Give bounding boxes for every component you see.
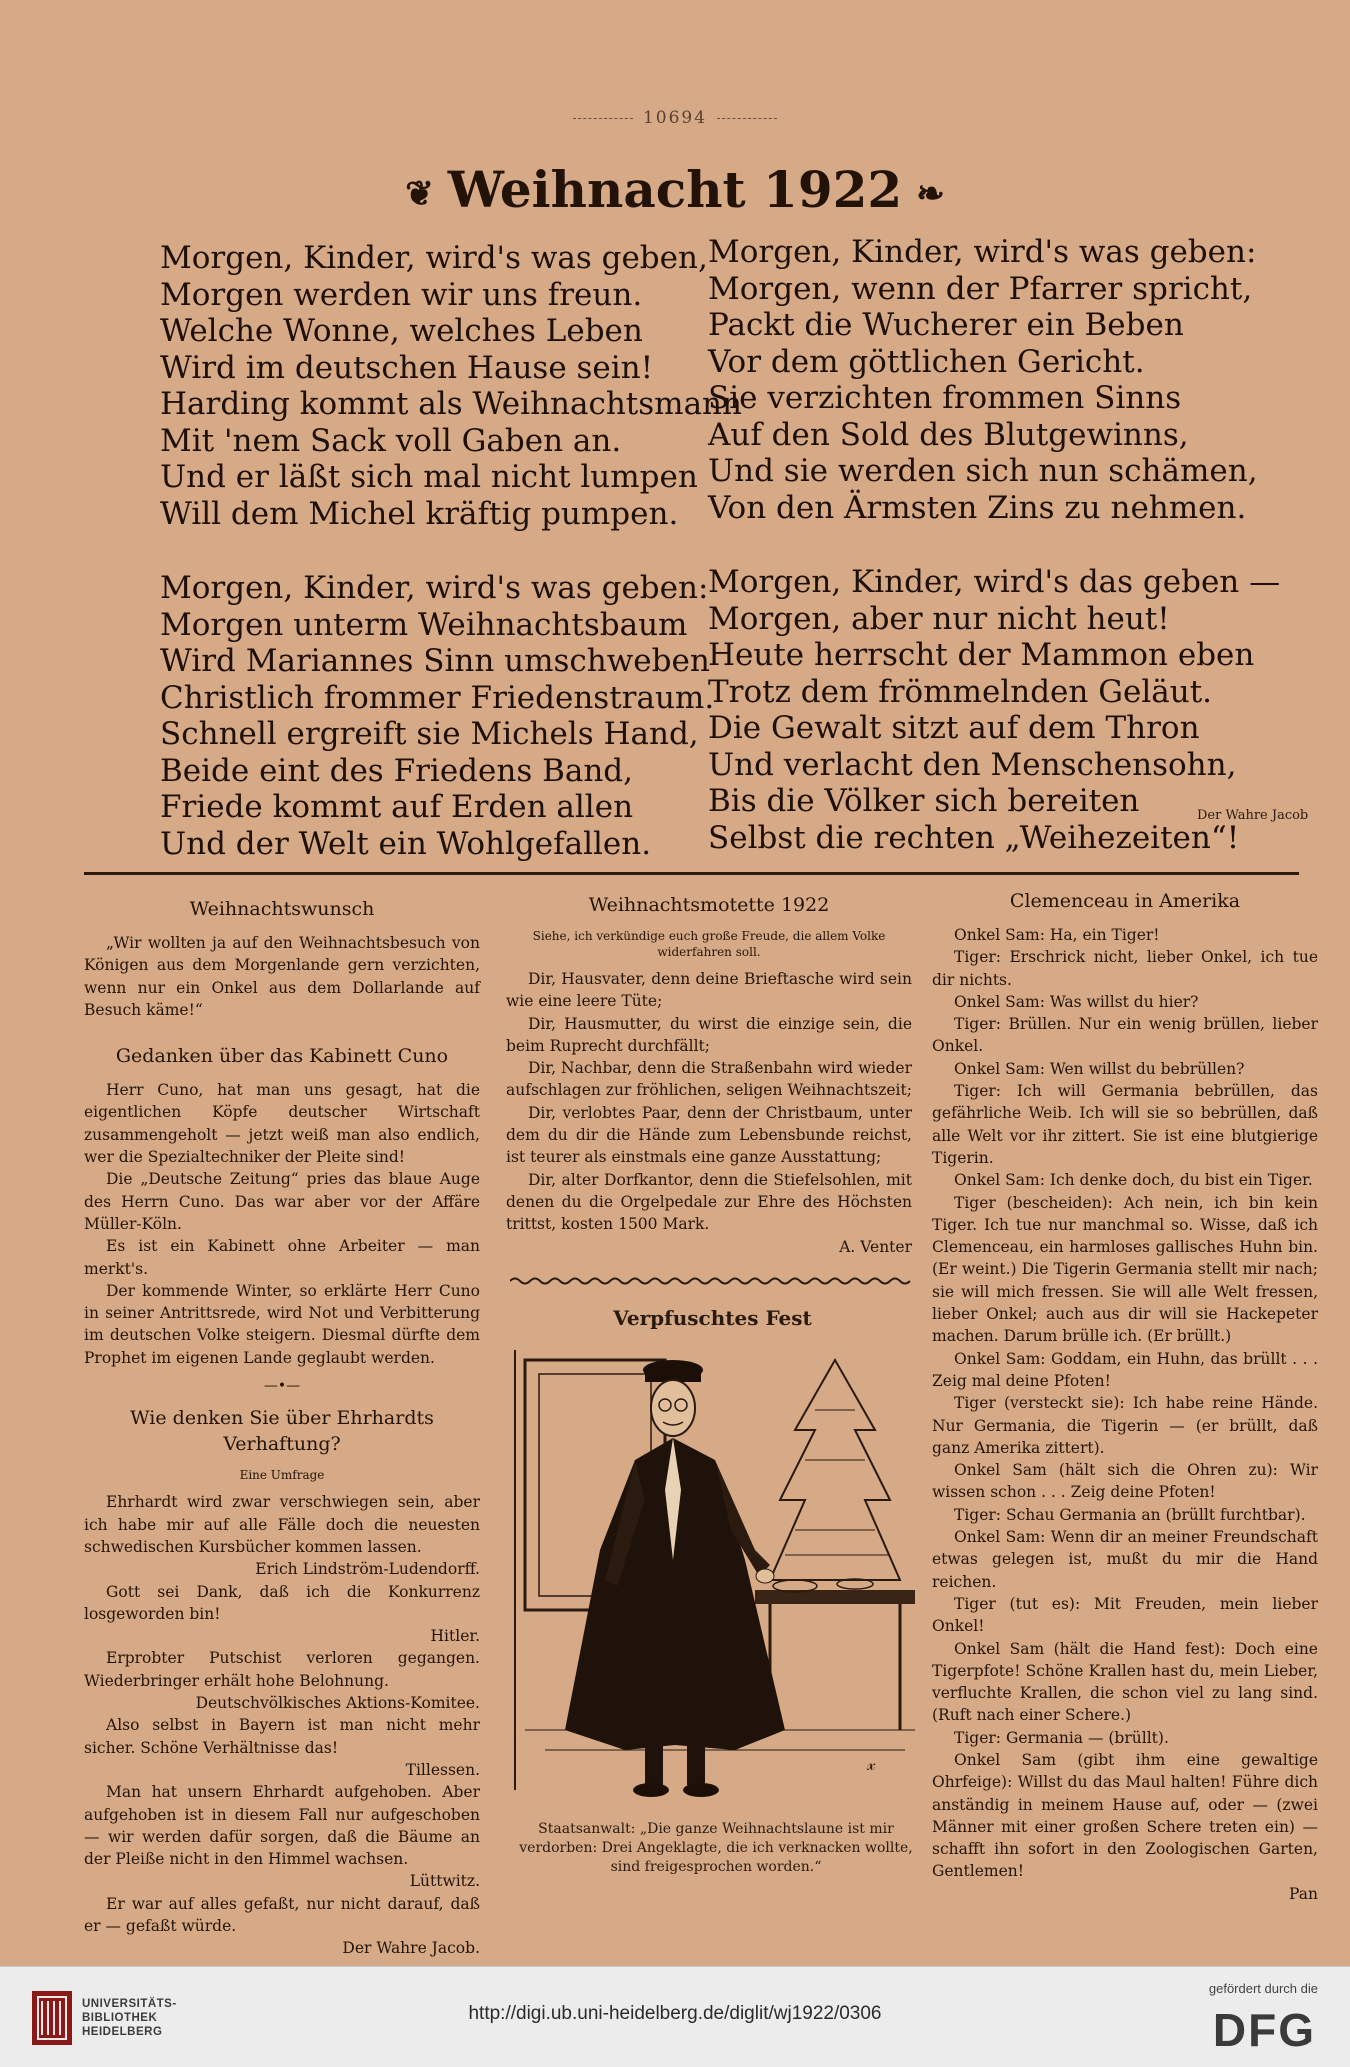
poem-stanza [160,240,742,532]
poem-line: Christlich frommer Friedenstraum. [160,679,715,716]
poem-line: Welche Wonne, welches Leben [160,313,643,349]
poem-line: Morgen unterm Weihnachtsbaum [160,606,688,643]
poem-line: Wird im deutschen Hause sein! [160,349,654,386]
poem-credit: Der Wahre Jacob [1197,808,1309,823]
poem-line: Packt die Wucherer ein Beben [708,307,1184,343]
library-name-line: BIBLIOTHEK [82,2012,158,2024]
dialogue-line: Onkel Sam (hält die Hand fest): Doch eine Tigerpfote! Schöne Krallen hast du, mein Lieber, verfluchte Krallen, die schon viel zu lang sind. (Ruft nach einer Schere.) [932,1639,1318,1725]
poem-stanza [708,234,1280,526]
illustration-title: Verpfuschtes Fest [613,1306,812,1330]
signature: Lüttwitz. [409,1872,480,1891]
article-text: Dir, Nachbar, denn die Straßenbahn wird wieder aufschlagen zur fröhlichen, seligen Weihnachtszeit; [506,1059,912,1100]
dialogue-line: Tiger (bescheiden): Ach nein, ich bin kein Tiger. Ich tue nur manchmal so. Wisse, daß ich Clemenceau, ein harmloses gallisches Huhn bin. (Er weint.) Die Tigerin Germania stellt mir nach; sie will mich fressen. Sie will alle Welt fressen, lieber Onkel; auch aus dir will sie Hackepeter machen. Darum brülle ich. (Er brüllt.) [932,1193,1318,1346]
illustration-prosecutor [505,1350,925,1810]
poem-line: Morgen, Kinder, wird's was geben, [160,240,708,276]
poem-line: Beide eint des Friedens Band, [160,752,634,789]
article-text: Also selbst in Bayern ist man nicht mehr sicher. Schöne Verhältnisse das! [84,1716,480,1757]
article-text: Gott sei Dank, daß ich die Konkurrenz losgeworden bin! [84,1582,480,1623]
column-right [932,880,1318,1905]
article-text: Die „Deutsche Zeitung“ pries das blaue Auge des Herrn Cuno. Das war aber vor der Affäre Müller-Köln. [84,1170,480,1233]
article-title-ehrhardt: Wie denken Sie über Ehrhardts Verhaftung? [130,1407,434,1456]
poem-line: Bis die Völker sich bereiten [708,783,1140,819]
article-text: Dir, verlobtes Paar, denn der Christbaum, unter dem du dir die Hände zum Lebensbunde reichst, ist teurer als einstmals eine ganze Ausstattung; [506,1103,912,1167]
poem-line: Wird Mariannes Sinn umschweben [160,643,710,679]
dialogue-line: Onkel Sam (hält sich die Ohren zu): Wir wissen schon . . . Zeig deine Pfoten! [932,1461,1318,1502]
poem-line: Schnell ergreift sie Michels Hand, [160,716,699,752]
article-title-wunsch: Weihnachtswunsch [189,898,375,920]
dialogue-line: Onkel Sam: Ich denke doch, du bist ein Tiger. [954,1171,1313,1190]
article-text: Dir, Hausmutter, du wirst die einzige sein, die beim Ruprecht durchfällt; [506,1014,912,1055]
dfg-logo[interactable]: DFG [1212,2004,1316,2056]
article-text: Erprobter Putschist verloren gegangen. Wiederbringer erhält hohe Belohnung. [84,1649,480,1690]
illustration-caption: Staatsanwalt: „Die ganze Weihnachtslaune ist mir verdorben: Drei Angeklagte, die ich verknacken wollte, sind freigesprochen worden.“ [519,1821,913,1875]
poem-line: Morgen, Kinder, wird's was geben: [708,234,1257,270]
poem-line: Und er läßt sich mal nicht lumpen [160,459,698,495]
poem-line: Und verlacht den Menschensohn, [708,746,1237,783]
article-text: Herr Cuno, hat man uns gesagt, hat die eigentlichen Köpfe deutscher Wirtschaft zusammengeholt — jetzt weiß man also endlich, wer die Spezialtechniker der Pleite sind! [84,1081,480,1167]
column-middle [506,884,912,1258]
poem-stanza [160,570,742,862]
funding-note: gefördert durch die [1208,1981,1318,1996]
dialogue-line: Tiger (versteckt sie): Ich habe reine Hände. Nur Germania, die Tigerin — (er brüllt, daß ganz Amerika zittert). [932,1394,1318,1457]
dialogue-line: Onkel Sam: Goddam, ein Huhn, das brüllt . . . Zeig mal deine Pfoten! [932,1349,1318,1390]
poem-line: Vor dem göttlichen Gericht. [708,343,1145,380]
dialogue-line: Onkel Sam: Wenn dir an meiner Freundschaft etwas gelegen ist, mußt du mir die Hand reichen. [932,1528,1318,1591]
library-name-line: HEIDELBERG [82,2026,163,2038]
poem-line: Selbst die rechten „Weihezeiten“! [708,819,1240,856]
divider-rule [84,872,1299,875]
ornament-right-icon: ❧ [916,174,945,214]
poem-line: Morgen, Kinder, wird's was geben: [160,570,709,606]
poem-right-column [708,234,1280,894]
dialogue-line: Tiger: Schau Germania an (brüllt furchtbar). [954,1505,1306,1524]
dialogue-line: Tiger: Brüllen. Nur ein wenig brüllen, lieber Onkel. [932,1015,1318,1056]
signature: Der Wahre Jacob. [342,1939,480,1958]
poem-line: Mit 'nem Sack voll Gaben an. [160,422,622,459]
viewer-footer [0,1966,1350,2067]
wavy-separator [510,1276,915,1286]
poem-left-column [160,240,742,900]
signature: Hitler. [430,1627,480,1646]
article-text: Man hat unsern Ehrhardt aufgehoben. Aber aufgehoben ist in diesem Fall nur aufgeschoben — wir werden dafür sorgen, daß die Bäume an der Pleiße nicht in den Himmel wachsen. [84,1783,480,1869]
dialogue-line: Onkel Sam (gibt ihm eine gewaltige Ohrfeige): Willst du das Maul halten! Führe dich anständig in meinem Hause auf, oder — (zwei Männer mit einer großen Schere treten ein) — schafft ihn sofort in den Zoologischen Garten, Gentlemen! [932,1750,1318,1881]
poem-line: Von den Ärmsten Zins zu nehmen. [708,489,1247,526]
dialogue-line: Tiger: Erschrick nicht, lieber Onkel, ich tue dir nichts. [932,948,1318,989]
article-text: „Wir wollten ja auf den Weihnachtsbesuch von Königen aus dem Morgenlande gern verzichten, wenn nur ein Onkel aus dem Dollarlande auf Besuch käme!“ [84,934,480,1019]
article-title-motette: Weihnachtsmotette 1922 [588,894,830,916]
poem-line: Harding kommt als Weihnachtsmann [160,386,742,422]
article-text: Dir, Hausvater, denn deine Brieftasche wird sein wie eine leere Tüte; [506,970,912,1011]
poem-line: Morgen, aber nur nicht heut! [708,600,1170,637]
ornament-left-icon: ❦ [405,174,434,214]
signature: A. Venter [839,1237,912,1256]
document-url-link[interactable]: http://digi.ub.uni-heidelberg.de/diglit/wj1922/0306 [468,2003,882,2024]
page-number: 10694 [0,108,1350,128]
poem-line: Sie verzichten frommen Sinns [708,380,1182,416]
page-title: ❦ Weihnacht 1922 ❧ [405,160,945,219]
poem-line: Und der Welt ein Wohlgefallen. [160,825,652,862]
svg-text:𝓍: 𝓍 [867,1754,876,1775]
poem-line: Trotz dem frömmelnden Geläut. [708,673,1213,710]
poem-line: Auf den Sold des Blutgewinns, [708,416,1189,453]
article-text: Es ist ein Kabinett ohne Arbeiter — man merkt's. [84,1237,480,1278]
article-subtitle: Eine Umfrage [239,1468,325,1483]
signature: Deutschvölkisches Aktions-Komitee. [195,1694,480,1713]
poem-line: Friede kommt auf Erden allen [160,789,634,825]
poem-line: Die Gewalt sitzt auf dem Thron [708,710,1200,746]
article-text: Der kommende Winter, so erklärte Herr Cuno in seiner Antrittsrede, wird Not und Verbitterung im deutschen Volke steigern. Diesmal dürfte dem Prophet im eigenen Lande geglaubt werden. [84,1281,480,1367]
poem-line: Morgen, wenn der Pfarrer spricht, [708,270,1253,307]
signature: Pan [1289,1884,1318,1903]
dialogue-line: Onkel Sam: Was willst du hier? [954,992,1199,1011]
library-name-line: UNIVERSITÄTS- [82,1998,177,2010]
dialogue-line: Tiger (tut es): Mit Freuden, mein lieber Onkel! [932,1594,1318,1636]
article-title-cuno: Gedanken über das Kabinett Cuno [115,1045,449,1068]
article-text: Er war auf alles gefaßt, nur nicht darauf, daß er — gefaßt würde. [84,1894,480,1935]
dialogue-line: Tiger: Germania — (brüllt). [954,1728,1169,1747]
article-subtitle: Siehe, ich verkündige euch große Freude, die allem Volke widerfahren soll. [532,929,886,959]
section-separator: —•— [263,1378,301,1395]
signature: Tillessen. [405,1760,480,1779]
column-left [84,888,480,1960]
article-text: Ehrhardt wird zwar verschwiegen sein, aber ich habe mir auf alle Fälle doch die neuesten schwedischen Kursbücher kommen lassen. [84,1493,480,1556]
dialogue-line: Tiger: Ich will Germania bebrüllen, das gefährliche Weib. Ich will sie so bebrüllen, daß alle Welt vor ihr zittert. Sie ist eine blutgierige Tigerin. [932,1082,1318,1167]
poem-line: Morgen, Kinder, wird's das geben — [708,564,1281,600]
dialogue-line: Onkel Sam: Wen willst du bebrüllen? [954,1059,1245,1078]
poem-stanza [708,564,1280,856]
poem-line: Will dem Michel kräftig pumpen. [160,495,679,532]
poem-line: Und sie werden sich nun schämen, [708,453,1258,489]
article-title-clemenceau: Clemenceau in Amerika [1009,890,1241,912]
article-text: Dir, alter Dorfkantor, denn die Stiefelsohlen, mit denen du die Orgelpedale zur Ehre des Höchsten trittst, kosten 1500 Mark. [506,1170,912,1234]
dialogue-line: Onkel Sam: Ha, ein Tiger! [954,926,1160,944]
signature: Erich Lindström-Ludendorff. [255,1560,480,1579]
poem-line: Heute herrscht der Mammon eben [708,637,1255,673]
poem-line: Morgen werden wir uns freun. [160,276,643,313]
